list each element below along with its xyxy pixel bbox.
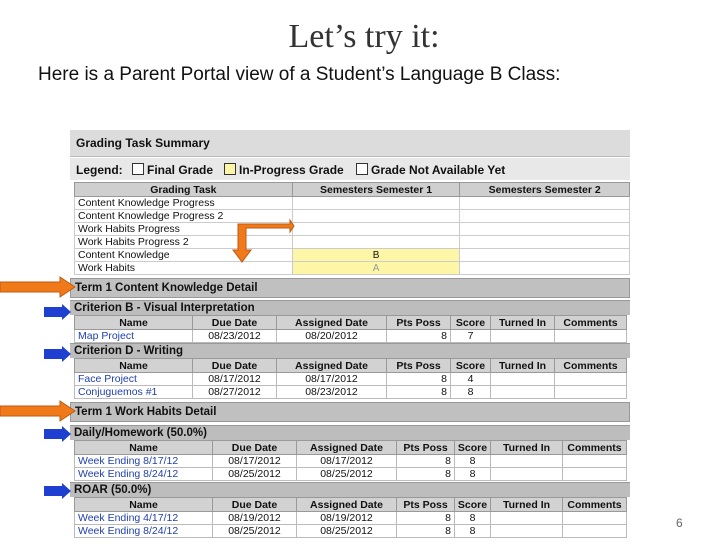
column-header-due[interactable]: Due Date (193, 359, 277, 373)
column-header-pts[interactable]: Pts Poss (397, 441, 455, 455)
legend-in-progress-label: In-Progress Grade (239, 163, 344, 177)
assignment-pts: 8 (387, 373, 451, 386)
column-header-turned[interactable]: Turned In (491, 498, 563, 512)
semester-2-grade (460, 197, 630, 210)
semester-2-grade (460, 262, 630, 275)
assignment-pts: 8 (397, 468, 455, 481)
semester-2-grade (460, 210, 630, 223)
column-header-turned[interactable]: Turned In (491, 359, 555, 373)
assignment-assigned: 08/19/2012 (297, 512, 397, 525)
group-title: Daily/Homework (50.0%) (74, 427, 207, 439)
assignment-turned (491, 330, 555, 343)
blue-arrow-criterion-d-icon (42, 346, 72, 362)
blue-arrow-roar-icon (42, 483, 72, 499)
legend-not-available (356, 163, 505, 177)
group-header[interactable] (70, 300, 630, 315)
assignment-comments (563, 512, 627, 525)
assignment-due: 08/25/2012 (213, 468, 297, 481)
assignment-due: 08/17/2012 (193, 373, 277, 386)
assignment-turned (491, 525, 563, 538)
group-title: Criterion D - Writing (74, 345, 184, 357)
final-grade-swatch (132, 163, 144, 175)
semester-1-grade[interactable]: A (292, 262, 460, 275)
assignment-table (74, 358, 627, 399)
assignment-pts: 8 (387, 386, 451, 399)
orange-arrow-work-habits-detail-icon (0, 400, 76, 422)
assignment-comments (555, 373, 627, 386)
grading-task-row (75, 197, 630, 210)
legend-label: Legend: (76, 163, 123, 177)
column-header-comments[interactable]: Comments (563, 441, 627, 455)
column-header-name[interactable]: Name (75, 441, 213, 455)
blue-arrow-daily-homework-icon (42, 426, 72, 442)
grading-task-name: Content Knowledge Progress (75, 197, 293, 210)
assignment-score: 8 (455, 468, 491, 481)
assignment-assigned: 08/20/2012 (277, 330, 387, 343)
semester-1-grade (292, 223, 460, 236)
not-available-swatch (356, 163, 368, 175)
assignment-pts: 8 (397, 512, 455, 525)
detail-section-title: Term 1 Work Habits Detail (75, 406, 217, 418)
assignment-comments (555, 386, 627, 399)
semester-1-grade (292, 197, 460, 210)
header-semester-2: Semesters Semester 2 (460, 183, 630, 197)
assignment-row (75, 525, 627, 538)
column-header-name[interactable]: Name (75, 316, 193, 330)
grading-task-row (75, 210, 630, 223)
slide-number: 6 (676, 516, 683, 530)
assignment-score: 8 (455, 512, 491, 525)
blue-arrow-criterion-b-icon (42, 304, 72, 320)
assignment-header-row (75, 316, 627, 330)
orange-arrow-content-detail-icon (0, 276, 76, 298)
column-header-due[interactable]: Due Date (213, 498, 297, 512)
assignment-score: 8 (455, 455, 491, 468)
grading-task-summary-header (70, 130, 630, 157)
assignment-assigned: 08/17/2012 (277, 373, 387, 386)
column-header-score[interactable]: Score (451, 316, 491, 330)
assignment-name-link[interactable]: Week Ending 8/17/12 (75, 455, 213, 468)
assignment-turned (491, 455, 563, 468)
assignment-table (74, 440, 627, 481)
grading-task-name: Content Knowledge (75, 249, 293, 262)
assignment-name-link[interactable]: Week Ending 8/24/12 (75, 525, 213, 538)
grading-task-name: Work Habits Progress 2 (75, 236, 293, 249)
assignment-score: 8 (455, 525, 491, 538)
assignment-pts: 8 (397, 455, 455, 468)
assignment-turned (491, 512, 563, 525)
grading-task-name: Content Knowledge Progress 2 (75, 210, 293, 223)
group-title: Criterion B - Visual Interpretation (74, 302, 255, 314)
assignment-row (75, 455, 627, 468)
assignment-table (74, 497, 627, 538)
assignment-row (75, 330, 627, 343)
column-header-pts[interactable]: Pts Poss (397, 498, 455, 512)
assignment-header-row (75, 441, 627, 455)
assignment-pts: 8 (387, 330, 451, 343)
intro-text: Here is a Parent Portal view of a Student’s Language B Class: (38, 64, 561, 85)
detail-section-header[interactable] (70, 402, 630, 422)
orange-down-arrow-icon (220, 212, 300, 268)
column-header-name[interactable]: Name (75, 359, 193, 373)
assignment-pts: 8 (397, 525, 455, 538)
grading-task-name: Work Habits Progress (75, 223, 293, 236)
column-header-assigned[interactable]: Assigned Date (297, 498, 397, 512)
grading-task-row (75, 223, 630, 236)
group-title: ROAR (50.0%) (74, 484, 152, 496)
assignment-header-row (75, 359, 627, 373)
assignment-row (75, 373, 627, 386)
assignment-name-link[interactable]: Week Ending 8/24/12 (75, 468, 213, 481)
legend-in-progress-grade (224, 163, 344, 177)
assignment-row (75, 386, 627, 399)
assignment-row (75, 512, 627, 525)
assignment-assigned: 08/23/2012 (277, 386, 387, 399)
legend-not-available-label: Grade Not Available Yet (371, 163, 506, 177)
assignment-comments (563, 468, 627, 481)
assignment-assigned: 08/25/2012 (297, 468, 397, 481)
column-header-due[interactable]: Due Date (213, 441, 297, 455)
assignment-score: 4 (451, 373, 491, 386)
slide-title: Let’s try it: (288, 18, 440, 55)
assignment-due: 08/19/2012 (213, 512, 297, 525)
grading-task-summary-title: Grading Task Summary (76, 136, 210, 150)
column-header-due[interactable]: Due Date (193, 316, 277, 330)
assignment-name-link[interactable]: Map Project (75, 330, 193, 343)
assignment-name-link[interactable]: Face Project (75, 373, 193, 386)
column-header-comments[interactable]: Comments (555, 316, 627, 330)
header-grading-task: Grading Task (75, 183, 293, 197)
group-header[interactable] (70, 343, 630, 358)
assignment-comments (563, 455, 627, 468)
semester-2-grade (460, 249, 630, 262)
legend-final-grade-label: Final Grade (147, 163, 214, 177)
semester-2-grade (460, 223, 630, 236)
assignment-due: 08/23/2012 (193, 330, 277, 343)
column-header-comments[interactable]: Comments (555, 359, 627, 373)
column-header-turned[interactable]: Turned In (491, 441, 563, 455)
detail-section-title: Term 1 Content Knowledge Detail (75, 282, 258, 294)
semester-1-grade (292, 210, 460, 223)
assignment-comments (563, 525, 627, 538)
assignment-score: 8 (451, 386, 491, 399)
column-header-score[interactable]: Score (455, 498, 491, 512)
assignment-due: 08/25/2012 (213, 525, 297, 538)
assignment-assigned: 08/17/2012 (297, 455, 397, 468)
semester-1-grade[interactable]: B (292, 249, 460, 262)
assignment-assigned: 08/25/2012 (297, 525, 397, 538)
group-header[interactable] (70, 482, 630, 497)
parent-portal-screenshot (70, 130, 630, 540)
column-header-score[interactable]: Score (455, 441, 491, 455)
detail-section-header[interactable] (70, 278, 630, 298)
column-header-pts[interactable]: Pts Poss (387, 359, 451, 373)
column-header-assigned[interactable]: Assigned Date (297, 441, 397, 455)
legend (70, 158, 630, 180)
grading-task-row (75, 236, 630, 249)
in-progress-grade-swatch (224, 163, 236, 175)
semester-2-grade (460, 236, 630, 249)
assignment-turned (491, 468, 563, 481)
semester-1-grade (292, 236, 460, 249)
column-header-turned[interactable]: Turned In (491, 316, 555, 330)
assignment-name-link[interactable]: Week Ending 4/17/12 (75, 512, 213, 525)
assignment-turned (491, 386, 555, 399)
column-header-pts[interactable]: Pts Poss (387, 316, 451, 330)
group-header[interactable] (70, 425, 630, 440)
assignment-header-row (75, 498, 627, 512)
grading-task-row (75, 262, 630, 275)
assignment-row (75, 468, 627, 481)
column-header-name[interactable]: Name (75, 498, 213, 512)
column-header-score[interactable]: Score (451, 359, 491, 373)
assignment-name-link[interactable]: Conjuguemos #1 (75, 386, 193, 399)
assignment-comments (555, 330, 627, 343)
assignment-due: 08/27/2012 (193, 386, 277, 399)
column-header-assigned[interactable]: Assigned Date (277, 359, 387, 373)
grading-task-table (74, 182, 630, 275)
assignment-score: 7 (451, 330, 491, 343)
grading-task-name: Work Habits (75, 262, 293, 275)
assignment-due: 08/17/2012 (213, 455, 297, 468)
header-semester-1: Semesters Semester 1 (292, 183, 460, 197)
legend-final-grade (132, 163, 213, 177)
column-header-comments[interactable]: Comments (563, 498, 627, 512)
assignment-turned (491, 373, 555, 386)
assignment-table (74, 315, 627, 343)
grading-task-row (75, 249, 630, 262)
column-header-assigned[interactable]: Assigned Date (277, 316, 387, 330)
